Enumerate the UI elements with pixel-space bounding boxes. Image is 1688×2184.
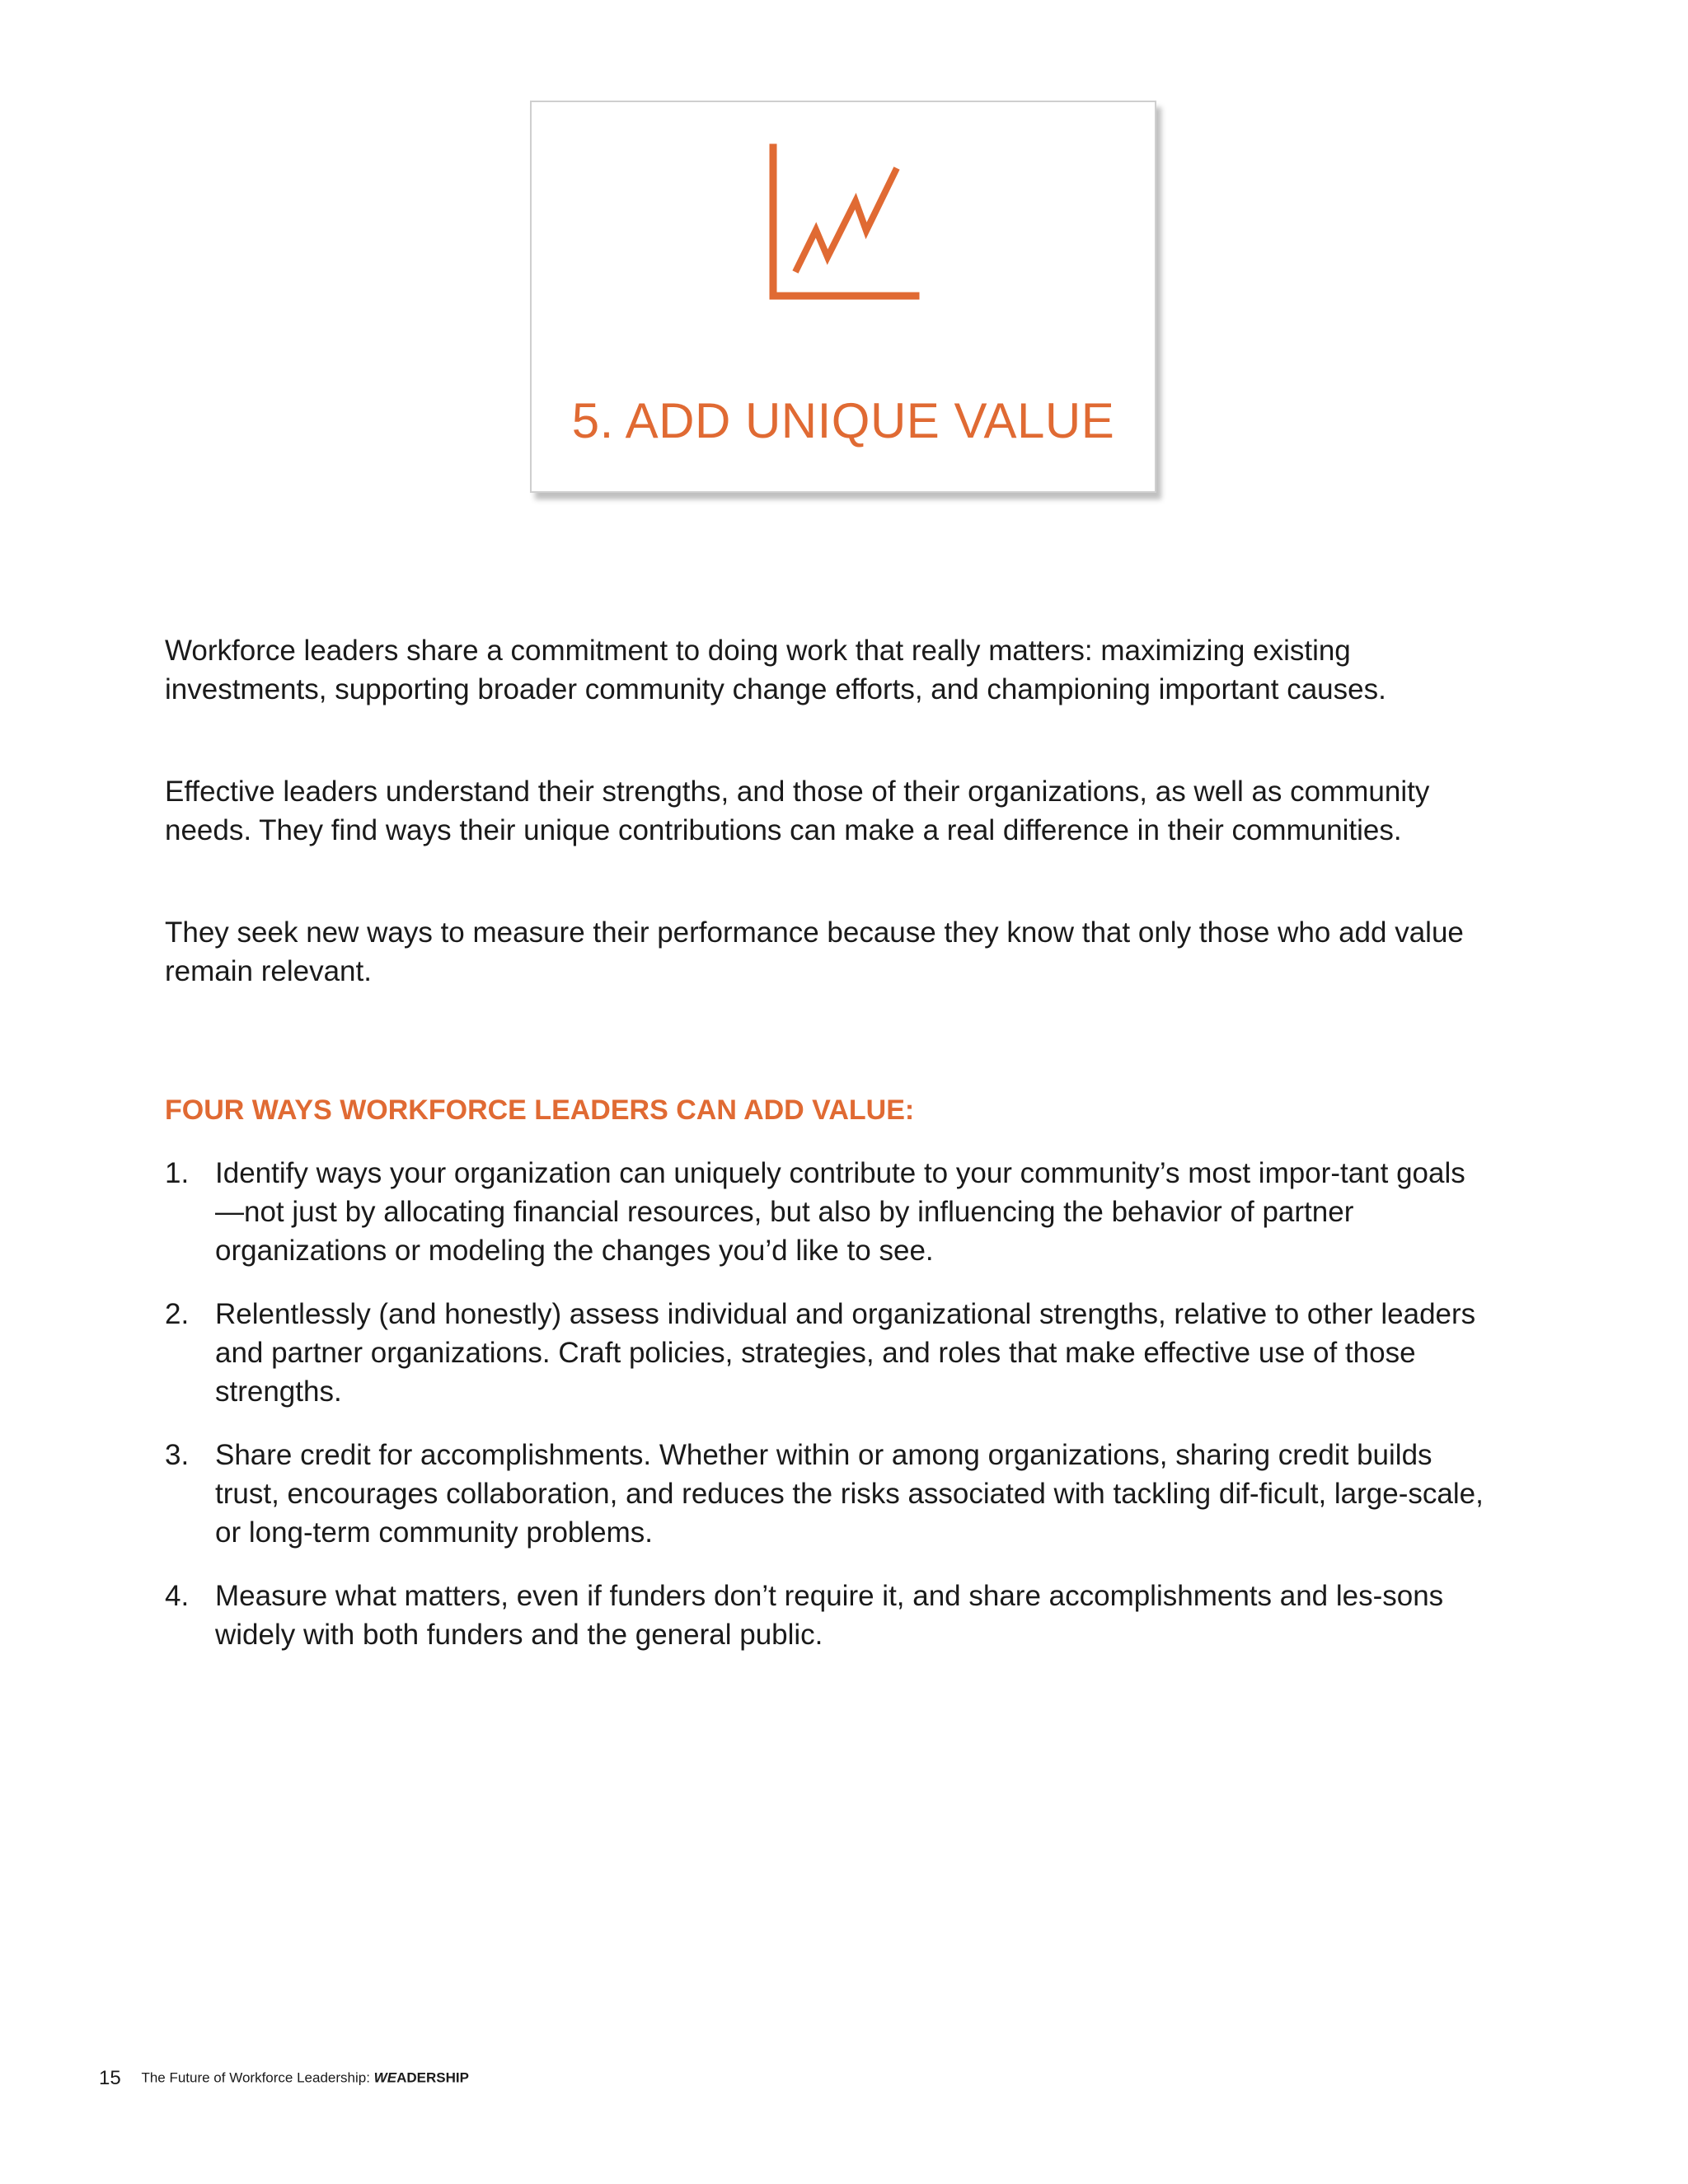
brand-suffix: ADERSHIP (396, 2069, 469, 2086)
intro-paragraph: Effective leaders understand their strengths, and those of their organizations, as well as community needs. They find ways their unique contributions can make a real difference in their communities. (165, 776, 1430, 846)
intro-paragraph: Workforce leaders share a commitment to doing work that really matters: maximizing existing investments, supporting broader community change efforts, and championing important causes. (165, 635, 1386, 705)
list-item (165, 1154, 1484, 1270)
brand-prefix: WE (373, 2069, 397, 2086)
brand-name (374, 2070, 469, 2086)
list-item-text: Share credit for accomplishments. Whether within or among organizations, sharing credit builds trust, encourages collaboration, and reduces the risks associated with tackling dif-ficult, large-scale, or long-term community problems. (215, 1439, 1484, 1549)
list-item (165, 1436, 1484, 1552)
intro-paragraph: They seek new ways to measure their performance because they know that only those who add value remain relevant. (165, 916, 1464, 987)
section-hero-card (530, 101, 1156, 493)
list-item (165, 1295, 1484, 1411)
page-number: 15 (99, 2066, 121, 2089)
page-footer (99, 2065, 469, 2091)
ways-list (165, 1154, 1484, 1679)
list-item-number: 2. (165, 1298, 190, 1330)
line-chart-icon (765, 143, 930, 308)
list-heading: FOUR WAYS WORKFORCE LEADERS CAN ADD VALUE: (165, 1094, 915, 1126)
list-item-number: 4. (165, 1580, 190, 1612)
list-item-number: 3. (165, 1439, 190, 1471)
list-item-text: Relentlessly (and honestly) assess individual and organizational strengths, relative to other leaders and partner organizations. Craft policies, strategies, and roles that make effective use of those strengths. (215, 1298, 1476, 1408)
list-item-text: Measure what matters, even if funders don’t require it, and share accomplishments and les-sons widely with both funders and the general public. (215, 1580, 1444, 1651)
document-title: The Future of Workforce Leadership: (141, 2069, 370, 2086)
list-item-text: Identify ways your organization can uniquely contribute to your community’s most impor-tant goals—not just by allocating financial resources, but also by influencing the behavior of partner organizations or modeling the changes you’d like to see. (215, 1157, 1465, 1267)
section-title: 5. ADD UNIQUE VALUE (571, 393, 1115, 448)
list-item-number: 1. (165, 1157, 190, 1189)
list-item (165, 1577, 1484, 1654)
